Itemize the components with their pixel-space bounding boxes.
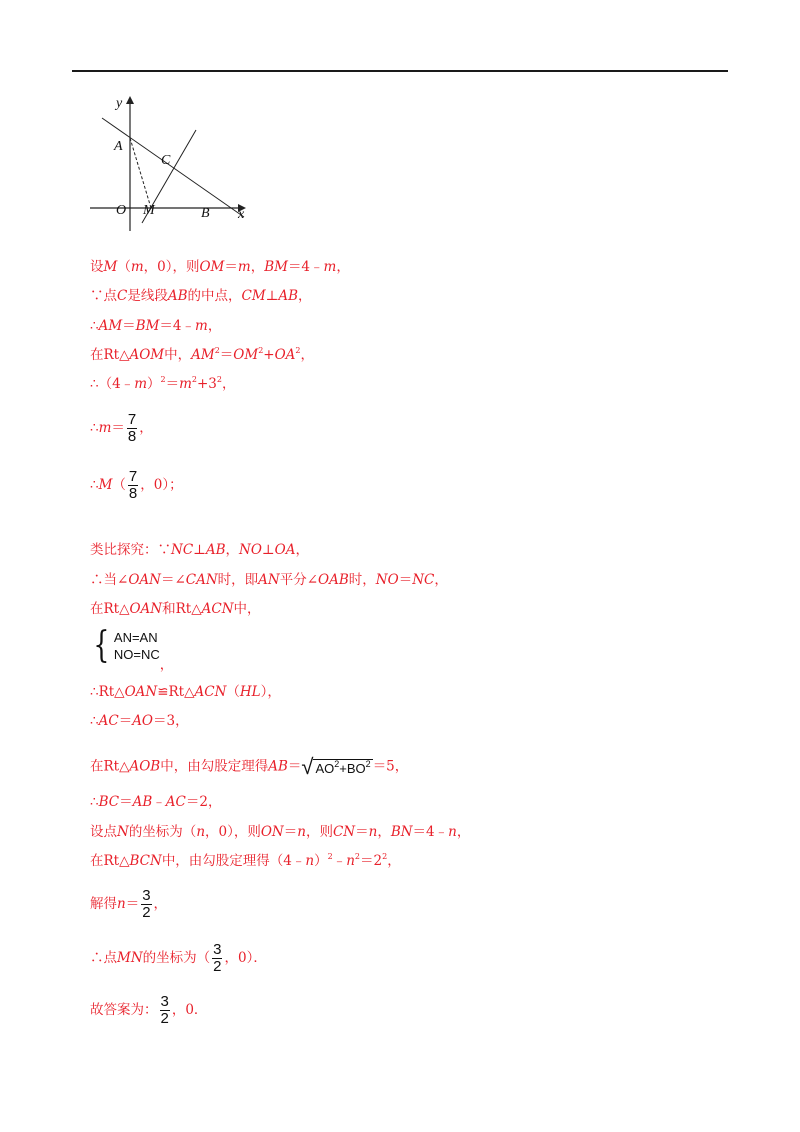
line-18: 解得n＝ $\frac{3}{2}$ ， bbox=[90, 887, 168, 921]
line-7: ∴M（ $\frac{7}{8}$ ，0）； bbox=[90, 468, 183, 502]
equation-system: { AN=AN NO=NC bbox=[93, 625, 160, 666]
fraction: $\frac{3}{2}$ bbox=[160, 993, 169, 1027]
label-y: y bbox=[116, 96, 123, 111]
header-rule bbox=[72, 70, 728, 72]
line-14: 在Rt△AOB中，由勾股定理得AB＝ √ $AO^2+BO^2$ ＝5， bbox=[90, 754, 409, 779]
label-m: M bbox=[143, 203, 155, 218]
line-12: ∴Rt△OAN≌Rt△ACN（HL）， bbox=[90, 684, 281, 700]
fraction: $\frac{3}{2}$ bbox=[213, 941, 222, 975]
line-13: ∴AC＝AO＝3， bbox=[90, 713, 189, 729]
line-3: ∴AM＝BM＝4﹣m， bbox=[90, 318, 222, 334]
label-c: C bbox=[161, 153, 171, 168]
label-x: x bbox=[238, 207, 245, 222]
line-1: 设M（m，0），则OM＝m，BM＝4﹣m， bbox=[90, 259, 350, 275]
line-5: $\therefore(4﹣m)^2=m^2+3^2$， bbox=[90, 375, 236, 392]
label-b: B bbox=[201, 206, 210, 221]
line-20: 故答案为： $\frac{3}{2}$ ，0． bbox=[90, 993, 208, 1027]
square-root: √ $AO^2+BO^2$ bbox=[301, 754, 371, 779]
line-17: 在Rt△BCN中，由勾股定理得$(4﹣n)^2﹣n^2=2^2$， bbox=[90, 852, 401, 869]
label-a: A bbox=[114, 139, 123, 154]
line-10: 在Rt△OAN和Rt△ACN中， bbox=[90, 601, 261, 617]
segment-am bbox=[130, 138, 151, 208]
fraction: $\frac{7}{8}$ bbox=[127, 411, 137, 445]
line-15: ∴BC＝AB﹣AC＝2， bbox=[90, 794, 222, 810]
line-4: 在Rt△AOM中，$AM^2=OM^2+OA^2$， bbox=[90, 346, 315, 363]
label-o: O bbox=[116, 203, 127, 218]
line-9: ∴当∠OAN＝∠CAN时，即AN平分∠OAB时，NO＝NC， bbox=[90, 572, 448, 588]
line-19: ∴点MN的坐标为（ $\frac{3}{2}$ ，0）． bbox=[90, 941, 267, 975]
line-8: 类比探究：∵NC⊥AB，NO⊥OA， bbox=[90, 542, 309, 558]
y-axis-arrow bbox=[126, 96, 134, 104]
line-16: 设点N的坐标为（n，0），则ON＝n，则CN＝n，BN＝4﹣n， bbox=[90, 824, 471, 840]
fraction: $\frac{3}{2}$ bbox=[142, 887, 151, 921]
line-11: { AN=AN NO=NC ， bbox=[90, 628, 173, 674]
coordinate-figure bbox=[88, 92, 258, 234]
line-2: ∵点C是线段AB的中点，CM⊥AB， bbox=[90, 288, 312, 304]
line-6: ∴m＝ $\frac{7}{8}$ ， bbox=[90, 411, 153, 445]
fraction: $\frac{7}{8}$ bbox=[128, 468, 138, 502]
